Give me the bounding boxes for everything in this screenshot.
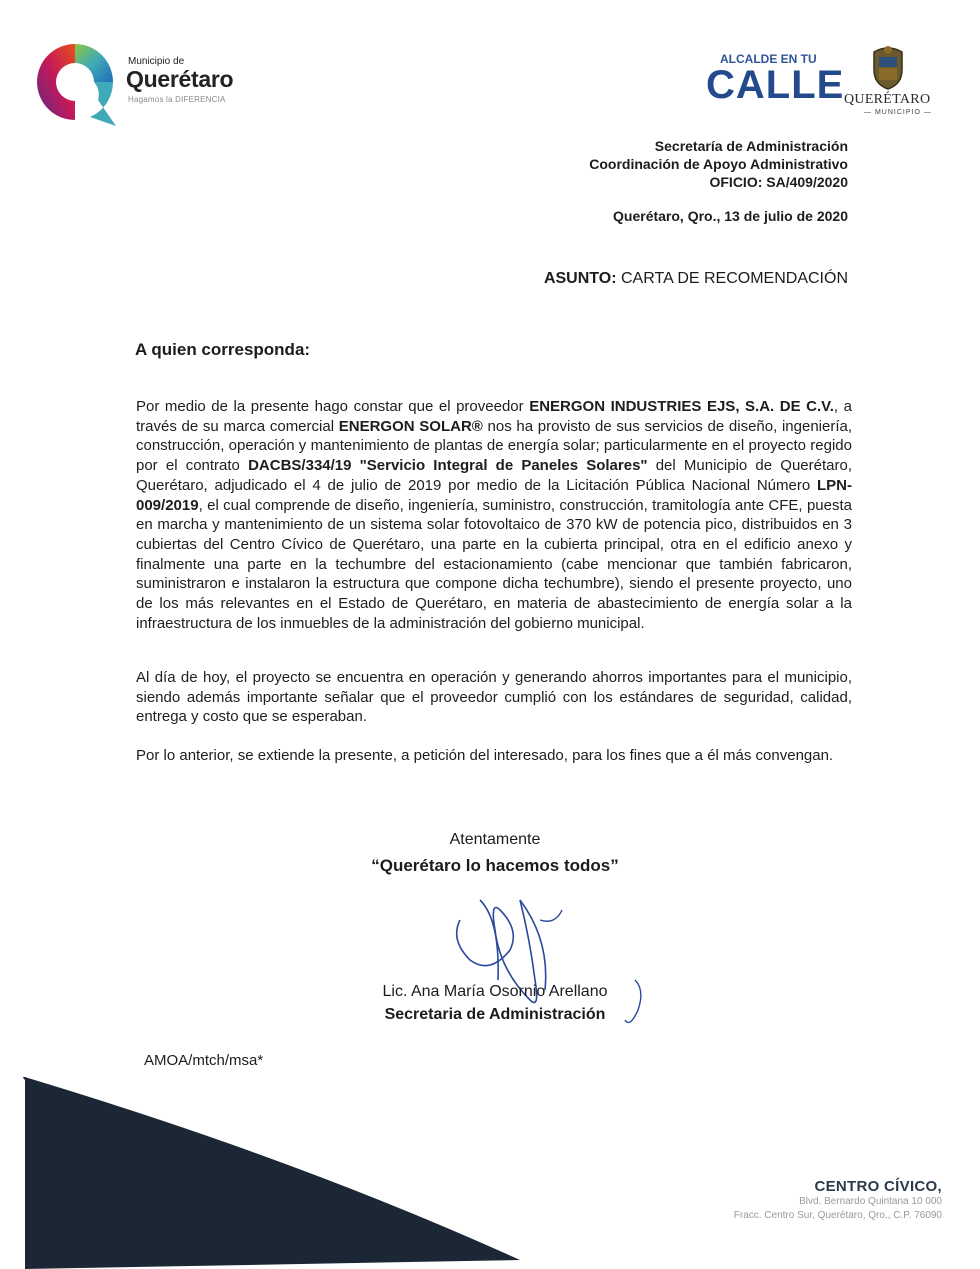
subject-text: CARTA DE RECOMENDACIÓN [621, 270, 848, 287]
calle-logo-small: ALCALDE EN TU [720, 52, 817, 66]
calle-logo-big: CALLE [706, 63, 845, 107]
brand-name: ENERGON SOLAR® [338, 417, 483, 435]
p1-text-2: , a través de su marca comercial [136, 398, 852, 435]
closing-motto: “Querétaro lo hacemos todos” [371, 856, 619, 875]
p1-text-4: del Municipio de Querétaro, Querétaro, adjudicado el 4 de julio de 2019 por medio de la Licitación Pública Nacional Número [136, 457, 852, 494]
municipio-logo [28, 38, 268, 128]
municipio-emblem-icon [28, 38, 122, 130]
office-number: OFICIO: SA/409/2020 [709, 174, 848, 190]
p1-text-5: , el cual comprende de diseño, ingeniería, suministro, construcción, tramitología ante CFE, puesta en marcha y mantenimiento de un sistema solar fotovoltaico de 370 kW de potencia pico, distribuidos en 3 cubiertas del Centro Cívico de Querétaro, una parte en la cubierta principal, otra en el edificio anexo y finalmente una parte en la techumbre del estacionamiento (cabe mencionar que también fabricaron, suministraron e instalaron la estructura que compone dicha techumbre), siendo el presente proyecto, uno de los más relevantes en el Estado de Querétaro, en materia de abastecimiento de energía solar a la infraestructura de los inmuebles de la administración del gobierno municipal. [136, 496, 852, 632]
footer-address-2: Fracc. Centro Sur, Querétaro, Qro., C.P. 76090 [733, 1210, 942, 1221]
signer-position: Secretaria de Administración [384, 1006, 606, 1023]
tender-number: LPN-009/2019 [136, 476, 852, 514]
alcalde-en-tu-calle-logo [700, 52, 845, 108]
reference-initials: AMOA/mtch/msa* [144, 1052, 264, 1069]
logo-queretaro-label: Querétaro [126, 66, 234, 92]
coordination-name: Coordinación de Apoyo Administrativo [589, 156, 848, 172]
subject-line [544, 270, 848, 288]
footer-decoration [0, 1070, 980, 1269]
p1-text-1: Por medio de la presente hago constar que el proveedor [136, 398, 530, 415]
footer-address-1: Blvd. Bernardo Quintana 10 000 [799, 1196, 942, 1207]
coat-of-arms-icon [868, 44, 908, 90]
greeting: A quien corresponda: [135, 340, 311, 359]
letter-date: Querétaro, Qro., 13 de julio de 2020 [613, 208, 848, 224]
queretaro-shield-logo [840, 42, 950, 122]
shield-logo-name: QUERÉTARO [844, 92, 931, 107]
body-paragraph-2: Al día de hoy, el proyecto se encuentra en operación y generando ahorros importantes para el municipio, siendo además importante señalar que el proveedor cumplió con los estándares de seguridad, calidad, entrega y costo que se esperaban. [136, 669, 852, 726]
body-paragraph-1 [136, 397, 852, 633]
closing-salutation: Atentamente [449, 831, 541, 848]
p1-text-3: nos ha provisto de sus servicios de diseño, ingeniería, construcción, operación y mantenimiento de plantas de energía solar; particularmente en el proyecto regido por el contrato [136, 417, 853, 475]
department-name: Secretaría de Administración [654, 138, 848, 154]
shield-logo-sub: — MUNICIPIO — [864, 109, 932, 116]
contract-name: DACBS/334/19 "Servicio Integral de Paneles Solares" [248, 457, 648, 475]
logo-tagline: Hagamos la DIFERENCIA [128, 95, 226, 104]
body-paragraph-3: Por lo anterior, se extiende la presente, a petición del interesado, para los fines que a él más convengan. [136, 747, 834, 764]
subject-label: ASUNTO: [543, 270, 617, 287]
signer-name: Lic. Ana María Osornio Arellano [382, 983, 608, 1000]
footer-title: CENTRO CÍVICO, [814, 1178, 942, 1195]
logo-municipio-label: Municipio de [128, 56, 185, 67]
supplier-name: ENERGON INDUSTRIES EJS, S.A. DE C.V. [529, 398, 834, 415]
